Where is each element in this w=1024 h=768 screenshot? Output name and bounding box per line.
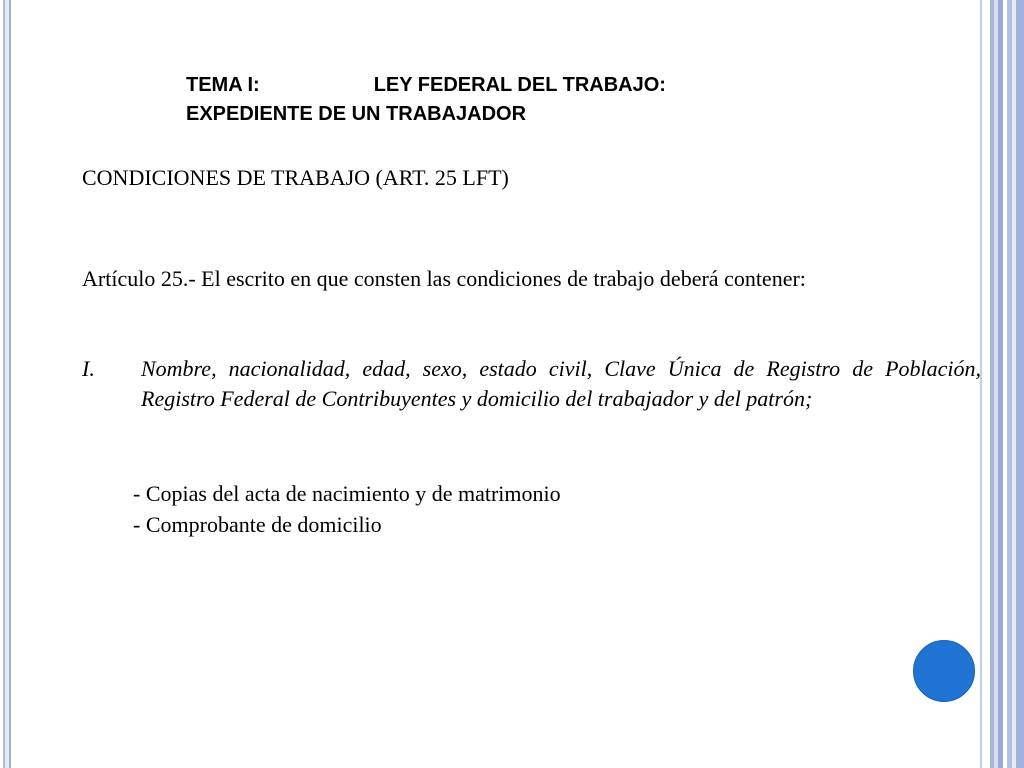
decorative-circle <box>913 640 975 702</box>
right-border-decoration <box>976 0 1024 768</box>
title-label: TEMA I: <box>186 74 260 96</box>
title-subtitle: EXPEDIENTE DE UN TRABAJADOR <box>186 103 527 125</box>
requirement-item: - Comprobante de domicilio <box>133 512 382 537</box>
list-marker: I. <box>82 356 95 381</box>
slide-title <box>186 71 666 129</box>
requirements-list <box>133 478 561 540</box>
list-item <box>82 354 981 414</box>
title-row <box>186 71 666 100</box>
section-heading: CONDICIONES DE TRABAJO (ART. 25 LFT) <box>82 165 509 190</box>
requirement-item: - Copias del acta de nacimiento y de matrimonio <box>133 481 561 506</box>
title-law: LEY FEDERAL DEL TRABAJO: <box>373 74 666 96</box>
article-paragraph: Artículo 25.- El escrito en que consten las condiciones de trabajo deberá contener: <box>82 266 806 291</box>
left-border-decoration <box>0 0 14 768</box>
list-item-text: Nombre, nacionalidad, edad, sexo, estado civil, Clave Única de Registro de Población, Registro Federal de Contribuyentes y domicilio del trabajador y del patrón; <box>141 356 981 411</box>
